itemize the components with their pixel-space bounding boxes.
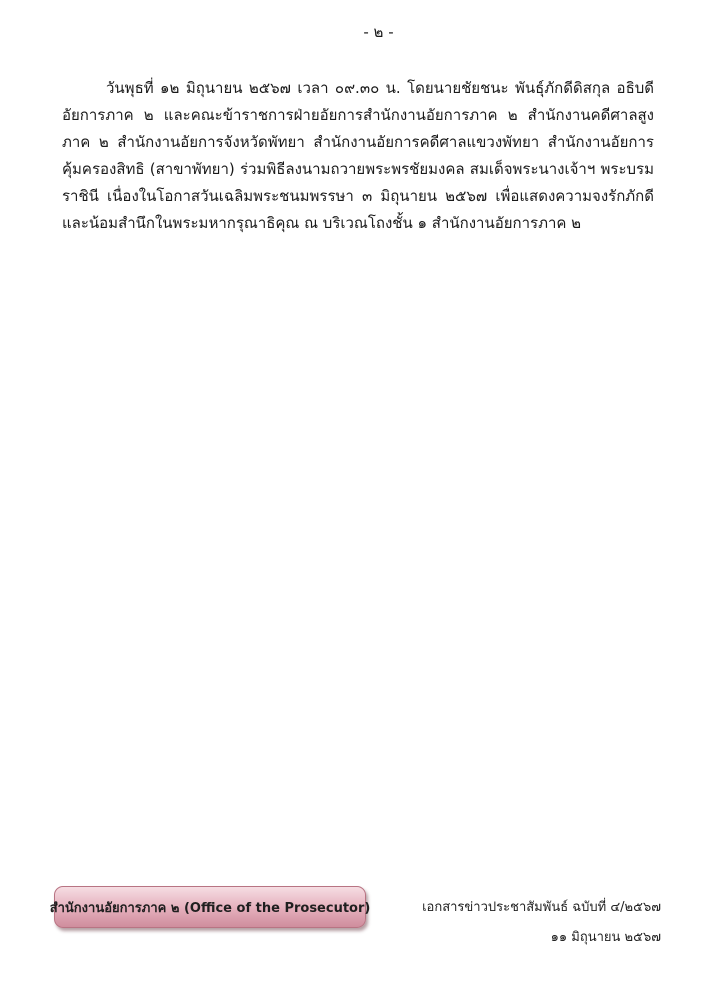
document-meta (422, 893, 661, 953)
page-number: - ๒ - (363, 23, 394, 41)
office-label: สำนักงานอัยการภาค ๒ (Office of the Prosecutor) (49, 900, 371, 916)
document-number: เอกสารข่าวประชาสัมพันธ์ ฉบับที่ ๔/๒๕๖๗ (422, 900, 661, 915)
document-date: ๑๑ มิถุนายน ๒๕๖๗ (550, 930, 661, 945)
office-label-box (49, 886, 371, 928)
news-body-paragraph: วันพุธที่ ๑๒ มิถุนายน ๒๕๖๗ เวลา ๐๙.๓๐ น. โดยนายชัยชนะ พันธุ์ภักดีดิสกุล อธิบดีอัยการภาค ๒ และคณะข้าราชการฝ่ายอัยการสำนักงานอัยการภาค ๒ สำนักงานคดีศาลสูงภาค ๒ สำนักงานอัยการจังหวัดพัทยา สำนักงานอัยการคดีศาลแขวงพัทยา สำนักงานอัยการคุ้มครองสิทธิ (สาขาพัทยา) ร่วมพิธีลงนามถวายพระพรชัยมงคล สมเด็จพระนางเจ้าฯ พระบรมราชินี เนื่องในโอกาสวันเฉลิมพระชนมพรรษา ๓ มิถุนายน ๒๕๖๗ เพื่อแสดงความจงรักภักดี และน้อมสำนึกในพระมหากรุณาธิคุณ ณ บริเวณโถงชั้น ๑ สำนักงานอัยการภาค ๒ (62, 79, 654, 232)
